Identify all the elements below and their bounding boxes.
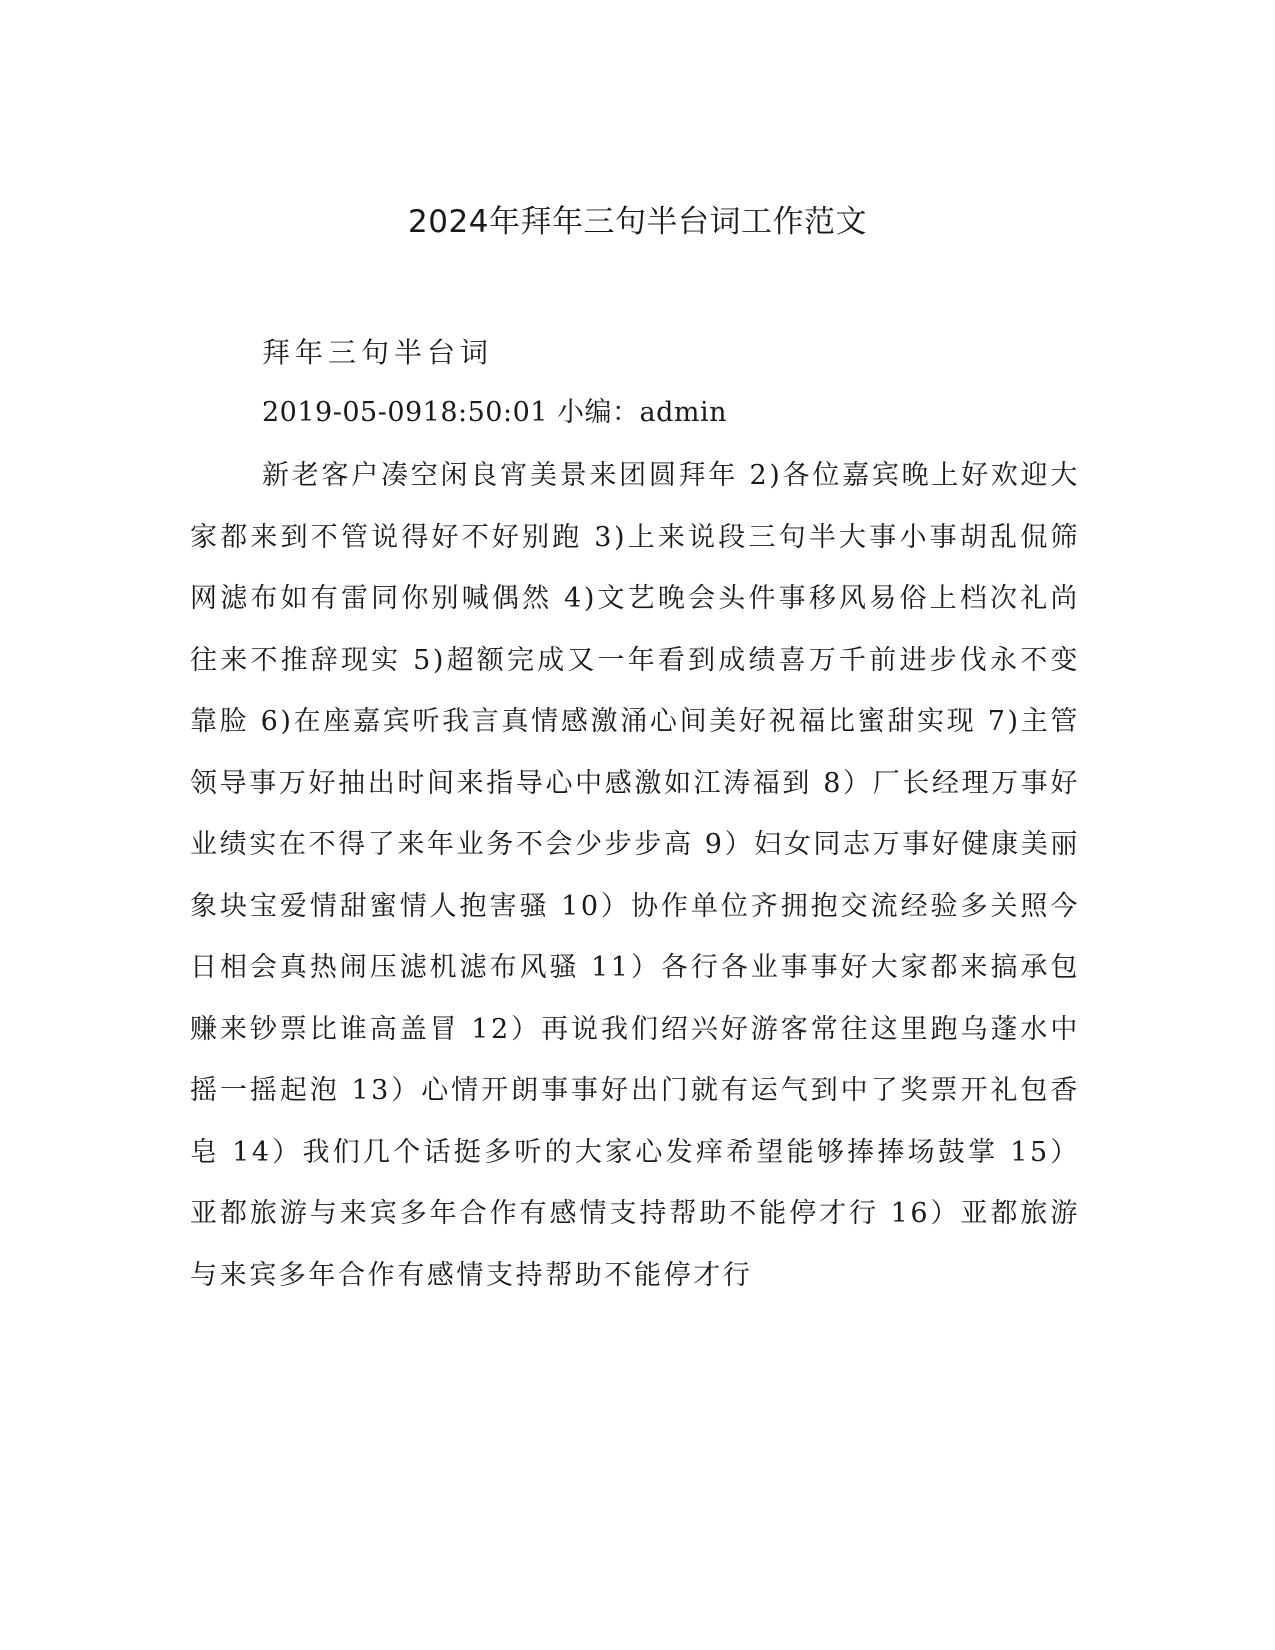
document-subtitle: 拜年三句半台词 [262, 336, 494, 369]
document-title: 2024年拜年三句半台词工作范文 [408, 204, 867, 240]
document-content [190, 325, 1080, 1306]
document-meta: 2019-05-0918:50:01 小编：admin [262, 397, 728, 428]
document-body: 新老客户凑空闲良宵美景来团圆拜年 2)各位嘉宾晚上好欢迎大家都来到不管说得好不好别跑 3)上来说段三句半大事小事胡乱侃筛网滤布如有雷同你别喊偶然 4)文艺晚会头件事移风易俗上档次礼尚往来不推辞现实 5)超额完成又一年看到成绩喜万千前进步伐永不变靠脸 6)在座嘉宾听我言真情感激涌心间美好祝福比蜜甜实现 7)主管领导事万好抽出时间来指导心中感激如江涛福到 8）厂长经理万事好业绩实在不得了来年业务不会少步步高 9）妇女同志万事好健康美丽象块宝爱情甜蜜情人抱害骚 10）协作单位齐拥抱交流经验多关照今日相会真热闹压滤机滤布风骚 11）各行各业事事好大家都来搞承包赚来钞票比谁高盖冒 12）再说我们绍兴好游客常往这里跑乌蓬水中摇一摇起泡 13）心情开朗事事好出门就有运气到中了奖票开礼包香皂 14）我们几个话挺多听的大家心发痒希望能够捧捧场鼓掌 15）亚都旅游与来宾多年合作有感情支持帮助不能停才行 16）亚都旅游与来宾多年合作有感情支持帮助不能停才行 [190, 460, 1080, 1291]
